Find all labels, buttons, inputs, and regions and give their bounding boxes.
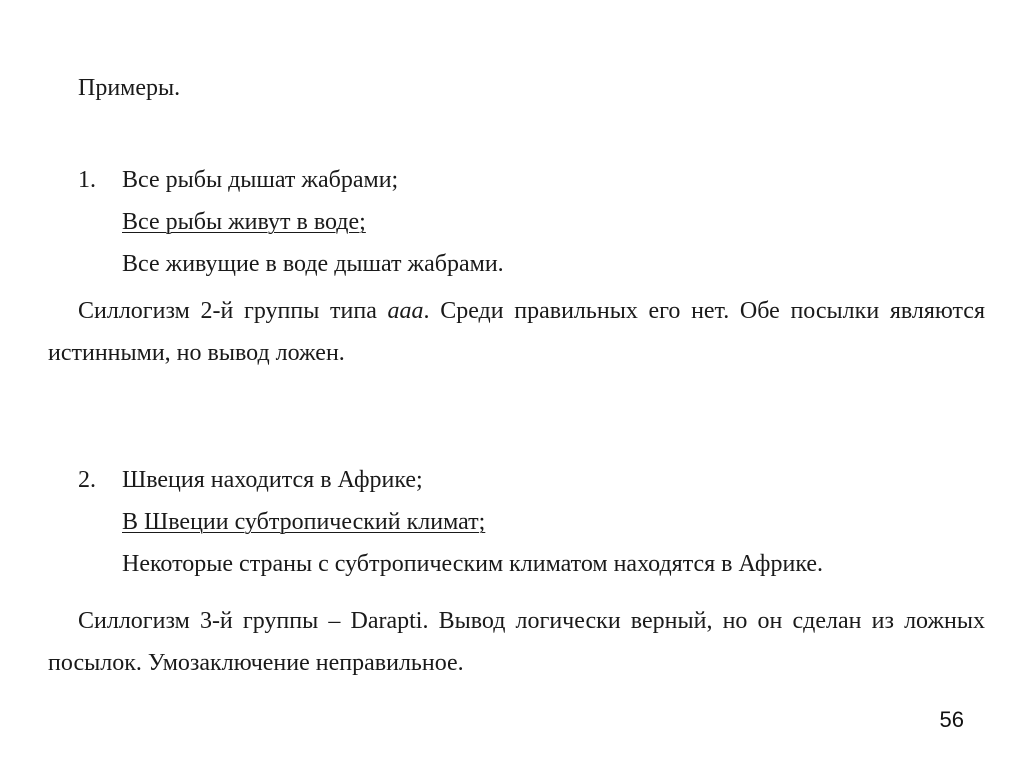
- example-1-comment-suffix: . Среди правильных его нет. Обе посылки являются истинными, но вывод ложен.: [48, 298, 985, 366]
- example-1-premise-minor: Все рыбы живут в воде;: [122, 209, 366, 235]
- example-2-comment: Силлогизм 3-й группы – Darapti. Вывод логически верный, но он сделан из ложных посылок. Умозаключение неправильное.: [48, 608, 985, 676]
- page-number: 56: [939, 707, 964, 732]
- example-2-conclusion: Некоторые страны с субтропическим климатом находятся в Африке.: [122, 551, 824, 577]
- example-2-premise-minor: В Швеции субтропический климат;: [122, 509, 486, 535]
- example-1-comment: [48, 290, 985, 374]
- example-1-comment-prefix: Силлогизм 2-й группы типа: [78, 298, 388, 324]
- example-1-syllogism-type: ааа: [387, 298, 424, 324]
- example-2-premise-major: Швеция находится в Африке;: [122, 467, 423, 493]
- example-1-number: 1.: [78, 167, 96, 193]
- example-2-number: 2.: [78, 467, 96, 493]
- example-1-conclusion: Все живущие в воде дышат жабрами.: [122, 251, 504, 277]
- section-heading: Примеры.: [78, 75, 181, 101]
- example-1-premise-major: Все рыбы дышат жабрами;: [122, 167, 399, 193]
